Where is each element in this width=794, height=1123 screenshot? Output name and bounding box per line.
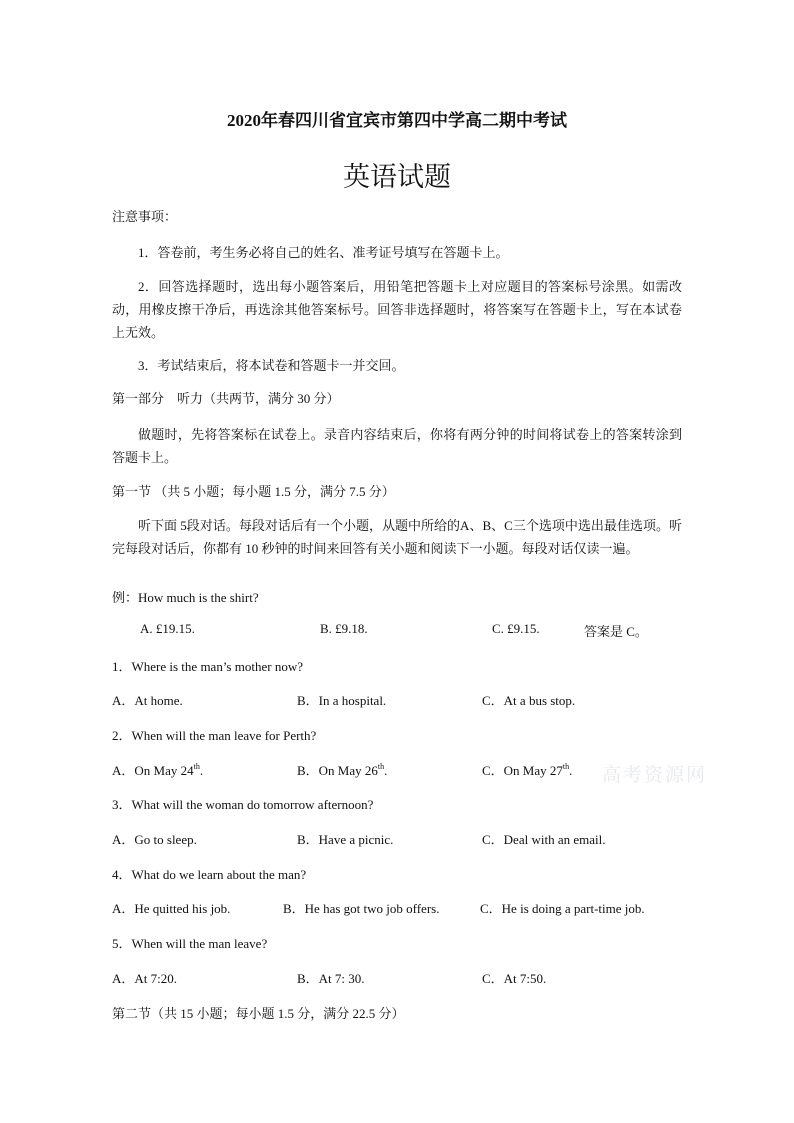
example-option-b: B. £9.18. — [320, 621, 368, 636]
question-4: 4．What do we learn about the man? — [112, 867, 307, 882]
q1-option-b: B．In a hospital. — [297, 693, 387, 708]
example-question: 例：How much is the shirt? — [112, 590, 259, 605]
note-item-1: 1．答卷前，考生务必将自己的姓名、准考证号填写在答题卡上。 — [138, 245, 509, 260]
q2-option-c: C．On May 27th. — [482, 762, 573, 778]
part1-heading: 第一部分 听力（共两节，满分 30 分） — [112, 391, 340, 406]
example-option-c: C. £9.15. — [492, 621, 540, 636]
exam-title: 2020年春四川省宜宾市第四中学高二期中考试 — [227, 111, 567, 130]
watermark-logo: 高考资源网 — [602, 764, 708, 786]
q1-option-a: A．At home. — [112, 693, 183, 708]
section1-heading: 第一节 （共 5 小题；每小题 1.5 分，满分 7.5 分） — [112, 484, 395, 499]
section1-instruction: 听下面 5段对话。每段对话后有一个小题，从题中所给的A、B、C三个选项中选出最佳选项。听完每段对话后，你都有 10 秒钟的时间来回答有关小题和阅读下一小题。每段对话仅读一遍。 — [112, 518, 682, 556]
note-item-3: 3．考试结束后，将本试卷和答题卡一并交回。 — [138, 358, 405, 373]
q1-option-c: C．At a bus stop. — [482, 693, 576, 708]
q4-option-c: C．He is doing a part-time job. — [480, 901, 645, 916]
notes-heading: 注意事项： — [112, 209, 178, 224]
q3-option-b: B．Have a picnic. — [297, 832, 394, 847]
q4-option-b: B．He has got two job offers. — [283, 901, 440, 916]
q5-option-b: B．At 7: 30. — [297, 971, 365, 986]
q2-option-b: B．On May 26th. — [297, 762, 388, 778]
question-3: 3．What will the woman do tomorrow afternoon? — [112, 797, 374, 812]
note-item-2: 2．回答选择题时，选出每小题答案后，用铅笔把答题卡上对应题目的答案标号涂黑。如需改动，用橡皮擦干净后，再选涂其他答案标号。回答非选择题时，将答案写在答题卡上，写在本试卷上无效。 — [112, 279, 682, 340]
question-1: 1．Where is the man’s mother now? — [112, 659, 303, 674]
example-answer: 答案是 C。 — [584, 624, 648, 639]
question-2: 2．When will the man leave for Perth? — [112, 728, 317, 743]
subject-title: 英语试题 — [343, 162, 451, 192]
q3-option-c: C．Deal with an email. — [482, 832, 606, 847]
q5-option-a: A．At 7:20. — [112, 971, 178, 986]
q4-option-a: A．He quitted his job. — [112, 901, 231, 916]
section2-heading: 第二节（共 15 小题；每小题 1.5 分，满分 22.5 分） — [112, 1006, 405, 1021]
question-5: 5．When will the man leave? — [112, 936, 268, 951]
example-option-a: A. £19.15. — [140, 621, 195, 636]
q5-option-c: C．At 7:50. — [482, 971, 547, 986]
q3-option-a: A．Go to sleep. — [112, 832, 197, 847]
part1-instruction: 做题时，先将答案标在试卷上。录音内容结束后，你将有两分钟的时间将试卷上的答案转涂到答题卡上。 — [112, 427, 682, 465]
q2-option-a: A．On May 24th. — [112, 762, 204, 778]
